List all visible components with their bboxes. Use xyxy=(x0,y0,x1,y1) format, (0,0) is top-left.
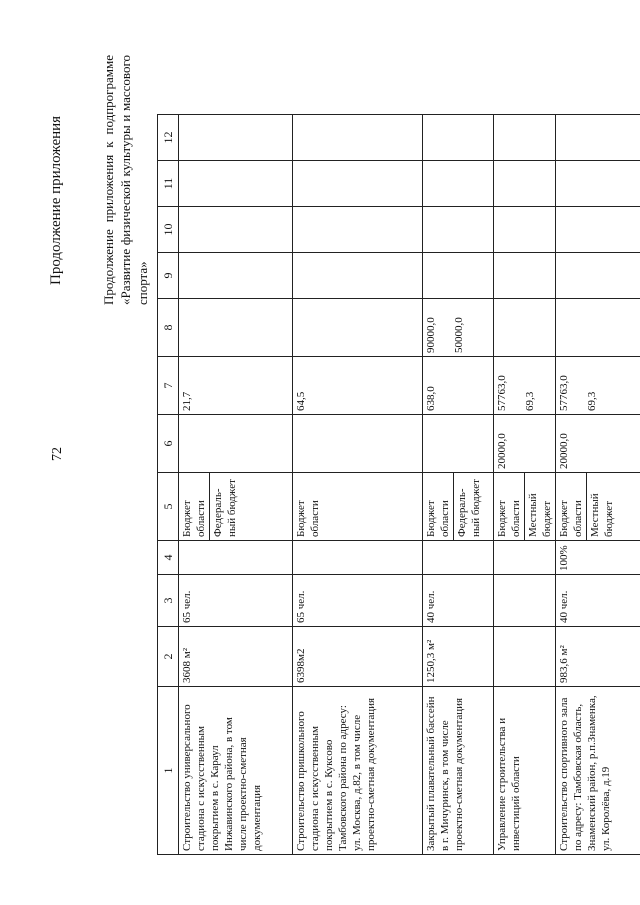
budget-value xyxy=(451,415,479,472)
cell-c9 xyxy=(179,253,293,299)
cell-c11 xyxy=(556,161,640,207)
budget-value: 64,5 xyxy=(295,391,307,411)
budget-source: Местный бюджет xyxy=(589,493,615,537)
column-number: 10 xyxy=(158,207,179,253)
budget-value xyxy=(207,415,235,472)
cell-c12 xyxy=(293,115,423,161)
cell-c10 xyxy=(556,207,640,253)
cell-c5 xyxy=(556,473,640,541)
page-number: 72 xyxy=(50,447,65,461)
budget-value: 638,0 xyxy=(425,386,437,411)
column-number-row xyxy=(158,115,179,855)
cell-c10 xyxy=(179,207,293,253)
cell-c3: 40 чел. xyxy=(423,575,494,627)
cell-c7 xyxy=(556,357,640,415)
budget-value: 57763,0 xyxy=(558,375,570,411)
cell-c12 xyxy=(179,115,293,161)
budget-value xyxy=(179,415,207,472)
page-subtitle: Продолжение приложения к подпрограмме «Развитие физической культуры и массового спорта» xyxy=(101,55,150,305)
budget-source: Местный бюджет xyxy=(527,493,553,537)
cell-c9 xyxy=(556,253,640,299)
cell-c6 xyxy=(494,415,556,473)
budget-source: Федераль-ный бюджет xyxy=(212,479,238,537)
cell-c11 xyxy=(293,161,423,207)
column-number: 11 xyxy=(158,161,179,207)
cell-c4 xyxy=(293,541,423,575)
cell-c3 xyxy=(494,575,556,627)
budget-value xyxy=(207,357,235,414)
column-number: 9 xyxy=(158,253,179,299)
cell-c7 xyxy=(423,357,494,415)
cell-c5 xyxy=(293,473,423,541)
budget-value xyxy=(293,415,321,472)
cell-c1: Строительство спортивного зала по адресу: Тамбовская область, Знаменский район, р.п.Знаменка, ул. Королёва, д.19 xyxy=(556,687,640,855)
cell-c6 xyxy=(179,415,293,473)
cell-c2: 1250,3 м² xyxy=(423,627,494,687)
column-number: 4 xyxy=(158,541,179,575)
budget-value xyxy=(451,357,479,414)
cell-c10 xyxy=(494,207,556,253)
table-row xyxy=(423,115,494,855)
cell-c1: Строительство универсального стадиона с искусственным покрытием в с. Караул Инжавинского района, в том числе проектно-сметная документация xyxy=(179,687,293,855)
budget-value xyxy=(494,299,522,356)
budget-value: 90000,0 xyxy=(425,317,437,353)
cell-c1: Закрытый плавательный бассейн в г. Мичуринск, в том числе проектно-сметная документация xyxy=(423,687,494,855)
cell-c4: 100% xyxy=(556,541,640,575)
page-title: Продолжение приложения xyxy=(48,115,64,285)
cell-c1: Строительство пришкольного стадиона с искусственным покрытием в с. Куксово Тамбовского района по адресу: ул. Москва, д.82, в том числе проектно-сметная документация xyxy=(293,687,423,855)
budget-value xyxy=(207,299,235,356)
cell-c9 xyxy=(293,253,423,299)
budget-source: Бюджет области xyxy=(556,473,587,540)
budget-value xyxy=(584,299,612,356)
budget-value: 57763,0 xyxy=(496,375,508,411)
column-number: 5 xyxy=(158,473,179,541)
budget-value xyxy=(423,415,451,472)
budget-value: 20000,0 xyxy=(496,433,508,469)
column-number: 2 xyxy=(158,627,179,687)
budget-value: 20000,0 xyxy=(558,433,570,469)
cell-c9 xyxy=(423,253,494,299)
cell-c5 xyxy=(423,473,494,541)
cell-c3: 65 чел. xyxy=(179,575,293,627)
budget-source: Бюджет области xyxy=(423,473,454,540)
cell-c10 xyxy=(293,207,423,253)
budget-value xyxy=(556,299,584,356)
cell-c7 xyxy=(494,357,556,415)
data-table xyxy=(157,114,640,855)
cell-c12 xyxy=(494,115,556,161)
table-row xyxy=(293,115,423,855)
cell-c2: 3608 м² xyxy=(179,627,293,687)
cell-c4 xyxy=(423,541,494,575)
column-number: 6 xyxy=(158,415,179,473)
budget-value xyxy=(522,415,550,472)
column-number: 1 xyxy=(158,687,179,855)
cell-c5 xyxy=(494,473,556,541)
budget-value xyxy=(179,299,207,356)
cell-c8 xyxy=(179,299,293,357)
budget-value xyxy=(584,415,612,472)
column-number: 8 xyxy=(158,299,179,357)
column-number: 12 xyxy=(158,115,179,161)
cell-c11 xyxy=(423,161,494,207)
budget-value: 50000,0 xyxy=(453,317,465,353)
cell-c12 xyxy=(423,115,494,161)
budget-value: 69,3 xyxy=(586,391,598,411)
cell-c6 xyxy=(556,415,640,473)
budget-source: Федераль-ный бюджет xyxy=(456,479,482,537)
budget-value xyxy=(522,299,550,356)
budget-source: Бюджет области xyxy=(295,500,321,537)
cell-c10 xyxy=(423,207,494,253)
cell-c2: 6398м2 xyxy=(293,627,423,687)
cell-c6 xyxy=(293,415,423,473)
cell-c1: Управление строительства и инвестиций области xyxy=(494,687,556,855)
cell-c4 xyxy=(494,541,556,575)
cell-c7 xyxy=(293,357,423,415)
cell-c9 xyxy=(494,253,556,299)
cell-c6 xyxy=(423,415,494,473)
cell-c11 xyxy=(494,161,556,207)
table-row xyxy=(494,115,556,855)
cell-c7 xyxy=(179,357,293,415)
cell-c5 xyxy=(179,473,293,541)
budget-source: Бюджет области xyxy=(494,473,525,540)
budget-value: 21,7 xyxy=(181,391,193,411)
column-number: 3 xyxy=(158,575,179,627)
budget-value xyxy=(293,299,321,356)
budget-value: 69,3 xyxy=(524,391,536,411)
cell-c3: 40 чел. xyxy=(556,575,640,627)
cell-c2 xyxy=(494,627,556,687)
column-number: 7 xyxy=(158,357,179,415)
cell-c8 xyxy=(556,299,640,357)
cell-c8 xyxy=(423,299,494,357)
cell-c11 xyxy=(179,161,293,207)
cell-c2: 983,6 м² xyxy=(556,627,640,687)
cell-c3: 65 чел. xyxy=(293,575,423,627)
table-row xyxy=(556,115,640,855)
cell-c8 xyxy=(494,299,556,357)
table-row xyxy=(179,115,293,855)
cell-c8 xyxy=(293,299,423,357)
cell-c12 xyxy=(556,115,640,161)
budget-source: Бюджет области xyxy=(179,473,210,540)
cell-c4 xyxy=(179,541,293,575)
